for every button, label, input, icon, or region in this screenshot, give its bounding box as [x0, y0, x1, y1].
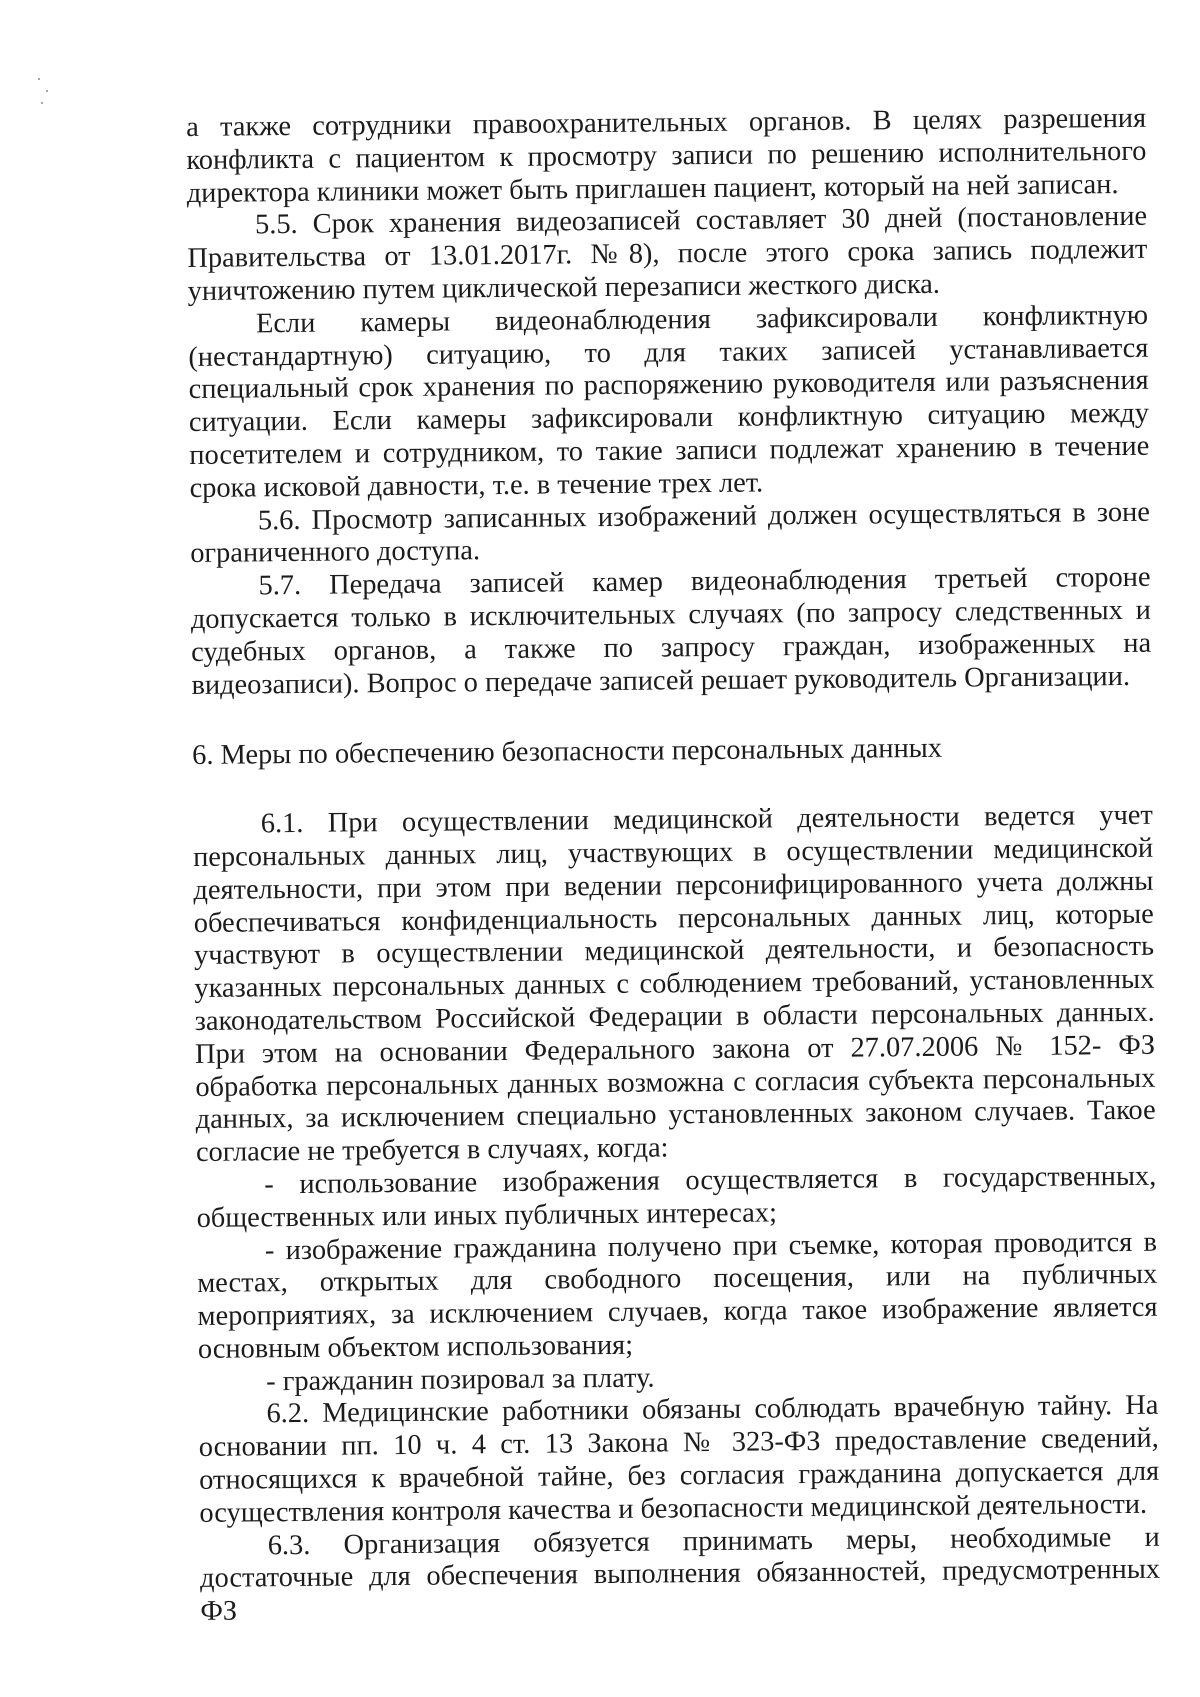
list-item-public-places: - изображение гражданина получено при съемке, которая проводится в местах, открытых для свободного посещения, или на публичных мероприятиях, за исключением случаев, когда такое изображение является основным объектом использования;	[197, 1226, 1158, 1365]
paragraph-5-6: 5.6. Просмотр записанных изображений должен осуществляться в зоне ограниченного доступа.	[190, 496, 1151, 570]
scan-speck	[41, 102, 43, 104]
scan-speck	[38, 78, 40, 80]
scan-speck	[46, 90, 48, 92]
list-item-paid-posing: - гражданин позировал за плату.	[266, 1362, 655, 1397]
paragraph-5-7: 5.7. Передача записей камер видеонаблюдения третьей стороне допускается только в исключительных случаях (по запросу следственных и судебных органов, а также по запросу граждан, изображенных на видеозаписи). Вопрос о передаче записей решает руководитель Организации.	[190, 561, 1152, 701]
list-item-public-interest: - использование изображения осуществляется в государственных, общественных или иных публичных интересах;	[196, 1160, 1157, 1234]
section-heading: 6. Меры по обеспечению безопасности персональных данных	[192, 733, 943, 772]
document-body	[186, 103, 1161, 1629]
paragraph-6-3: 6.3. Организация обязуется принимать меры, необходимые и достаточные для обеспечения выполнения обязанностей, предусмотренных ФЗ	[199, 1521, 1161, 1628]
paragraph-continuation: а также сотрудники правоохранительных органов. В целях разрешения конфликта с пациентом к просмотру записи по решению исполнительного директора клиники может быть приглашен пациент, который на ней записан.	[186, 102, 1147, 209]
paragraph-conflict-recordings: Если камеры видеонаблюдения зафиксировали конфликтную (нестандартную) ситуацию, то для таких записей устанавливается специальный срок хранения по распоряжению руководителя или разъяснения ситуации. Если камеры зафиксировали конфликтную ситуацию между посетителем и сотрудником, то такие записи подлежат хранению в течение срока исковой давности, т.е. в течение трех лет.	[188, 299, 1150, 504]
paragraph-5-5: 5.5. Срок хранения видеозаписей составляет 30 дней (постановление Правительства от 13.01.2017г. №8), после этого срока запись подлежит уничтожению путем циклической перезаписи жесткого диска.	[187, 201, 1148, 307]
scan-specks	[38, 78, 52, 108]
paragraph-6-1: 6.1. При осуществлении медицинской деятельности ведется учет персональных данных лиц, участвующих в осуществлении медицинской деятельности, при этом при ведении персонифицированного учета должны обеспечиваться конфиденциальность персональных данных лиц, которые участвуют в осуществлении медицинской деятельности, и безопасность указанных персональных данных с соблюдением требований, установленных законодательством Российской Федерации в области персональных данных. При этом на основании Федерального закона от 27.07.2006 № 152- ФЗ обработка персональных данных возможна с согласия субъекта персональных данных, за исключением специально установленных законом случаев. Такое согласие не требуется в случаях, когда:	[193, 799, 1156, 1169]
paragraph-6-2: 6.2. Медицинские работники обязаны соблюдать врачебную тайну. На основании пп. 10 ч. 4 ст. 13 Закона № 323-ФЗ предоставление сведений, относящихся к врачебной тайне, без согласия гражданина допускается для осуществления контроля качества и безопасности медицинской деятельности.	[198, 1390, 1160, 1529]
